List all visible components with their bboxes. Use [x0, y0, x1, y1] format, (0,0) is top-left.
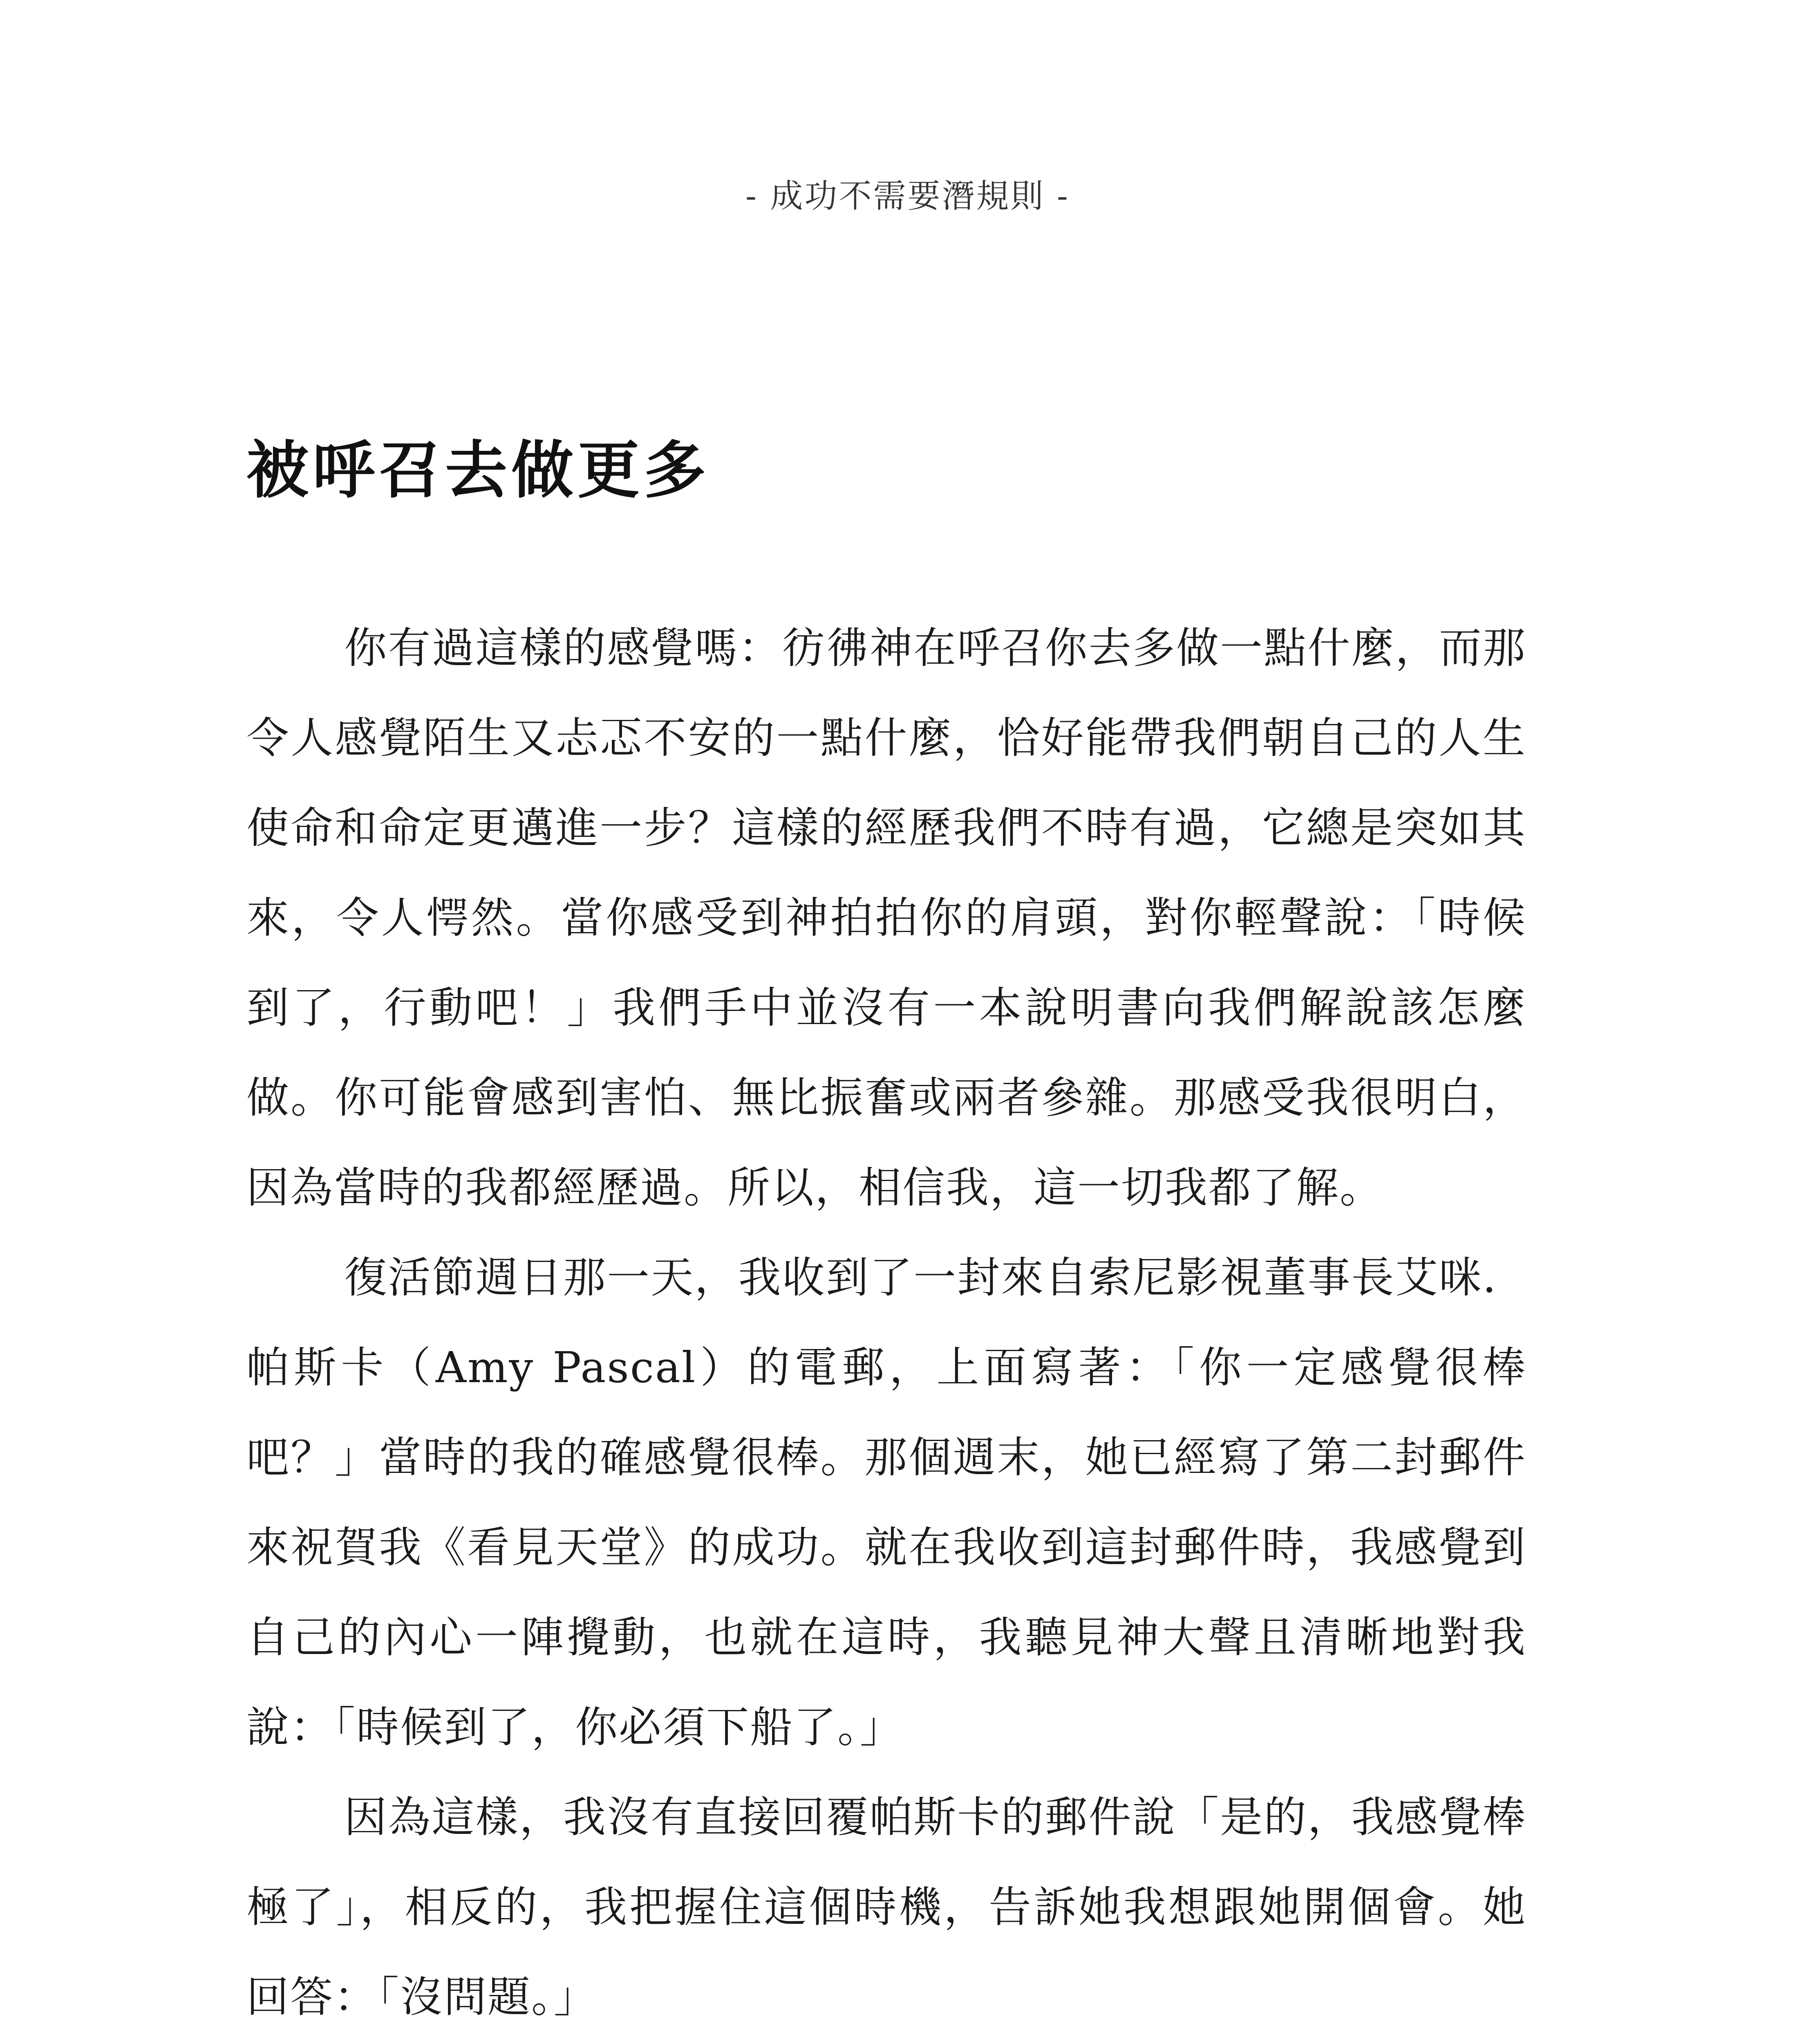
- paragraph: 因為這樣，我沒有直接回覆帕斯卡的郵件說「是的，我感覺棒極了」，相反的，我把握住這個時機，告訴她我想跟她開個會。她回答：「沒問題。」: [246, 1792, 1526, 2022]
- running-header: - 成功不需要潛規則 -: [745, 177, 1070, 215]
- paragraph: 復活節週日那一天，我收到了一封來自索尼影視董事長艾咪．帕斯卡（Amy Pascal）的電郵，上面寫著：「你一定感覺很棒吧？」當時的我的確感覺很棒。那個週末，她已經寫了第二封郵件來祝賀我《看見天堂》的成功。就在我收到這封郵件時，我感覺到自己的內心一陣攪動，也就在這時，我聽見神大聲且清晰地對我說：「時候到了，你必須下船了。」: [246, 1253, 1526, 1752]
- paragraph: [246, 2042, 1526, 2044]
- chapter-title: 被呼召去做更多: [246, 433, 710, 507]
- body-text: [246, 603, 1526, 2044]
- paragraph: 你有過這樣的感覺嗎：彷彿神在呼召你去多做一點什麼，而那令人感覺陌生又忐忑不安的一點什麼，恰好能帶我們朝自己的人生使命和命定更邁進一步？這樣的經歷我們不時有過，它總是突如其來，令人愕然。當你感受到神拍拍你的肩頭，對你輕聲說：「時候到了，行動吧！」我們手中並沒有一本說明書向我們解說該怎麼做。你可能會感到害怕、無比振奮或兩者參雜。那感受我很明白，因為當時的我都經歷過。所以，相信我，這一切我都了解。: [246, 623, 1526, 1213]
